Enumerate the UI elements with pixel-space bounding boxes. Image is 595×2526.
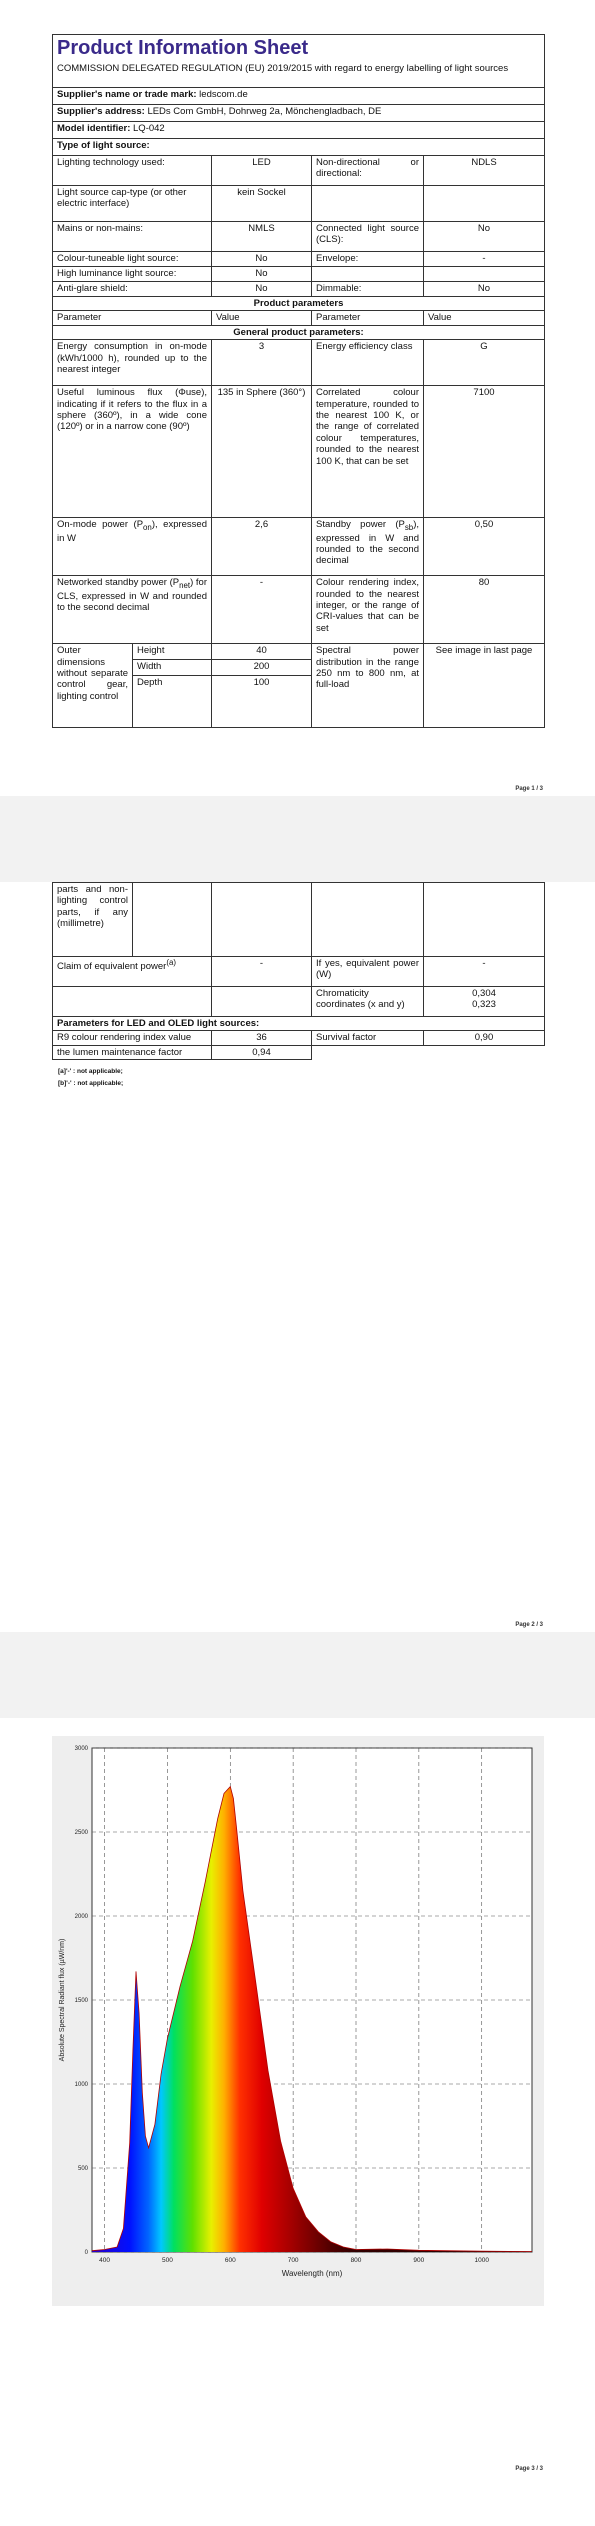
equivalent-power-claim-value: -	[212, 957, 312, 987]
chromaticity-x: 0,304	[472, 988, 496, 999]
anti-glare-label: Anti-glare shield:	[53, 282, 212, 297]
x-axis-label: Wavelength (nm)	[281, 2269, 343, 2278]
dimmable-label: Dimmable:	[312, 282, 424, 297]
standby-power-text: Standby power (P	[316, 519, 405, 531]
y-tick-label: 1000	[74, 2082, 88, 2088]
tech-label: Lighting technology used:	[53, 156, 212, 186]
width-label: Width	[133, 660, 212, 676]
connected-label: Connected light source (CLS):	[312, 222, 424, 252]
general-parameters-title: General product parameters:	[53, 325, 545, 339]
on-mode-power-label	[53, 518, 212, 576]
regulation-subtitle: COMMISSION DELEGATED REGULATION (EU) 2019/2015 with regard to energy labelling of light sources	[57, 63, 509, 74]
cct-label: Correlated colour temperature, rounded to the nearest 100 K, or the range of correlated colour temperatures, rounded to the nearest 100 K, that can be set	[312, 386, 424, 518]
cap-label: Light source cap-type (or other electric interface)	[53, 186, 212, 222]
y-tick-label: 3000	[74, 1746, 88, 1752]
width-value: 200	[212, 660, 312, 676]
page-number-3: Page 3 / 3	[515, 2466, 543, 2472]
r9-label: R9 colour rendering index value	[53, 1031, 212, 1045]
y-tick-label: 2500	[74, 1830, 88, 1836]
col-value-2: Value	[424, 311, 545, 325]
footnote-a: [a]'-' : not applicable;	[58, 1068, 123, 1075]
connected-value: No	[424, 222, 545, 252]
depth-label: Depth	[133, 676, 212, 728]
high-luminance-value: No	[212, 267, 312, 282]
colour-tuneable-label: Colour-tuneable light source:	[53, 252, 212, 267]
x-tick-label: 600	[224, 2257, 236, 2264]
y-tick-label: 500	[77, 2166, 88, 2172]
energy-label: Energy consumption in on-mode (kWh/1000 h), rounded up to the nearest integer	[53, 340, 212, 386]
x-tick-label: 1000	[474, 2257, 489, 2264]
survival-factor-label: Survival factor	[312, 1031, 424, 1045]
standby-power-sub: sb	[404, 523, 414, 533]
energy-value: 3	[212, 340, 312, 386]
equivalent-power-footnote-mark: (a)	[166, 958, 176, 967]
x-tick-label: 800	[350, 2257, 362, 2264]
model-identifier: LQ-042	[133, 123, 165, 134]
spectral-label: Spectral power distribution in the range 250 nm to 800 nm, at full-load	[312, 644, 424, 728]
cri-label: Colour rendering index, rounded to the nearest integer, or the range of CRI-values that can be set	[312, 576, 424, 644]
chromaticity-value	[424, 987, 545, 1017]
networked-standby-text-2: ) for CLS, expressed in W and rounded to the second decimal	[57, 577, 207, 613]
title-block	[53, 35, 545, 88]
spectral-value: See image in last page	[424, 644, 545, 728]
product-info-table-continued	[52, 882, 545, 1060]
supplier-address-label: Supplier's address:	[57, 106, 145, 117]
footnotes	[58, 1066, 123, 1090]
efficiency-class-value: G	[424, 340, 545, 386]
col-parameter-1: Parameter	[53, 311, 212, 325]
equivalent-power-claim-label	[53, 957, 212, 987]
on-mode-power-sub: on	[143, 523, 152, 533]
chromaticity-label: Chromaticity coordinates (x and y)	[312, 987, 424, 1017]
col-parameter-2: Parameter	[312, 311, 424, 325]
anti-glare-value: No	[212, 282, 312, 297]
efficiency-class-label: Energy efficiency class	[312, 340, 424, 386]
type-of-light-source-label: Type of light source:	[53, 139, 545, 156]
standby-power-value: 0,50	[424, 518, 545, 576]
supplier-address: LEDs Com GmbH, Dohrweg 2a, Mönchengladbach, DE	[147, 106, 382, 117]
product-parameters-title: Product parameters	[53, 297, 545, 311]
y-tick-label: 2000	[74, 1914, 88, 1920]
x-tick-label: 700	[287, 2257, 299, 2264]
r9-value: 36	[212, 1031, 312, 1045]
survival-factor-value: 0,90	[424, 1031, 545, 1045]
page-number-1: Page 1 / 3	[515, 786, 543, 792]
envelope-value: -	[424, 252, 545, 267]
luminous-flux-label: Useful luminous flux (Φuse), indicating if it refers to the flux in a sphere (360º), in a wide cone (120º) or in a narrow cone (90º)	[53, 386, 212, 518]
luminous-flux-value: 135 in Sphere (360°)	[212, 386, 312, 518]
outer-dimensions-label: Outer dimensions without separate control gear, lighting control	[53, 644, 133, 728]
standby-power-text-2: ), expressed in W and rounded to the second decimal	[316, 519, 419, 567]
equivalent-power-value: -	[424, 957, 545, 987]
product-info-table	[52, 34, 545, 728]
x-tick-label: 900	[413, 2257, 425, 2264]
led-parameters-title: Parameters for LED and OLED light sources:	[53, 1017, 545, 1031]
footnote-b: [b]'-' : not applicable;	[58, 1080, 124, 1087]
page-break-1	[0, 796, 595, 882]
supplier-address-row	[53, 105, 545, 122]
networked-standby-label	[53, 576, 212, 644]
lumen-maintenance-label: the lumen maintenance factor	[53, 1045, 212, 1059]
height-label: Height	[133, 644, 212, 660]
model-label: Model identifier:	[57, 123, 131, 134]
page-number-2: Page 2 / 3	[515, 1622, 543, 1628]
on-mode-power-text: On-mode power (P	[57, 519, 144, 531]
supplier-name-label: Supplier's name or trade mark:	[57, 89, 197, 100]
standby-power-label	[312, 518, 424, 576]
spectral-chart-svg	[52, 1736, 544, 2306]
equivalent-power-claim-text: Claim of equivalent power	[57, 961, 167, 973]
on-mode-power-value: 2,6	[212, 518, 312, 576]
mains-value: NMLS	[212, 222, 312, 252]
depth-value: 100	[212, 676, 312, 728]
col-value-1: Value	[212, 311, 312, 325]
networked-standby-text: Networked standby power (P	[57, 577, 180, 589]
mains-label: Mains or non-mains:	[53, 222, 212, 252]
high-luminance-label: High luminance light source:	[53, 267, 212, 282]
lumen-maintenance-value: 0,94	[212, 1045, 312, 1059]
envelope-label: Envelope:	[312, 252, 424, 267]
spectral-chart	[52, 1736, 544, 2306]
x-tick-label: 500	[161, 2257, 173, 2264]
dimmable-value: No	[424, 282, 545, 297]
directional-label: Non-directional or directional:	[312, 156, 424, 186]
cap-value: kein Sockel	[212, 186, 312, 222]
sheet-title: Product Information Sheet	[57, 37, 309, 59]
supplier-name: ledscom.de	[199, 89, 248, 100]
cct-value: 7100	[424, 386, 545, 518]
y-tick-label: 0	[84, 2250, 88, 2256]
outer-dimensions-label-continued: parts and non-lighting control parts, if any (millimetre)	[53, 883, 133, 957]
colour-tuneable-value: No	[212, 252, 312, 267]
supplier-name-row	[53, 88, 545, 105]
page-break-2	[0, 1632, 595, 1718]
x-tick-label: 400	[99, 2257, 111, 2264]
height-value: 40	[212, 644, 312, 660]
cri-value: 80	[424, 576, 545, 644]
networked-standby-value: -	[212, 576, 312, 644]
y-axis-label: Absolute Spectral Radiant flux (µW/nm)	[59, 1938, 66, 2062]
chromaticity-y: 0,323	[472, 999, 496, 1011]
tech-value: LED	[212, 156, 312, 186]
equivalent-power-label: If yes, equivalent power (W)	[312, 957, 424, 987]
y-tick-label: 1500	[74, 1998, 88, 2004]
directional-value: NDLS	[424, 156, 545, 186]
on-mode-power-text-2: ), expressed in W	[57, 519, 207, 544]
model-row	[53, 122, 545, 139]
networked-standby-sub: net	[179, 581, 191, 591]
